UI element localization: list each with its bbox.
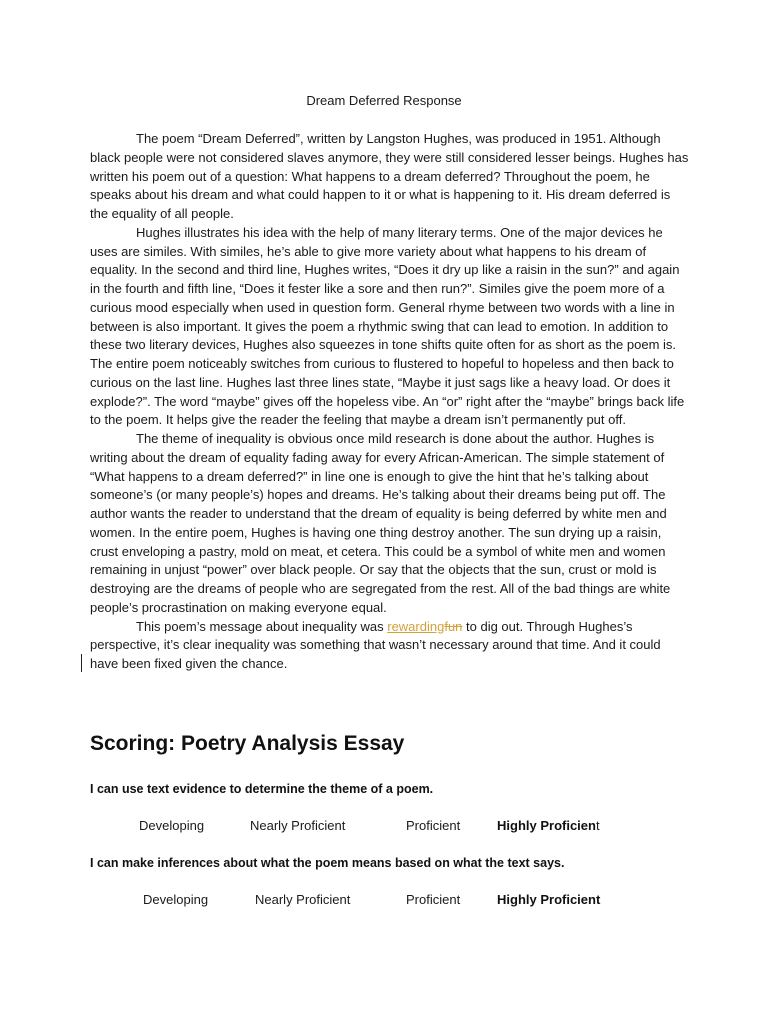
selected-level-bold: Highly Proficien [497, 818, 596, 833]
essay-paragraph: The poem “Dream Deferred”, written by Langston Hughes, was produced in 1951. Although black people were not considered slaves anymore, they were still considered lesser beings. Hughes has written his poem out of a question: What happens to a dream deferred? Throughout the poem, he speaks about his dream and what could happen to it or what is happening to it. His dream deferred is the equality of all people. [90, 131, 689, 221]
level-developing: Developing [139, 818, 205, 833]
essay-paragraph: Hughes illustrates his idea with the help of many literary terms. One of the major devices he uses are similes. With similes, he’s able to give more variety about what happens to his dream of equality. In the second and third line, Hughes writes, “Does it dry up like a raisin in the sun?” and again in the fourth and fifth line, “Does it fester like a sore and then run?”. Similes give the poem more of a curious mood especially when used in question form. General rhyme between two words with a line in between is also important. It gives the poem a rhythmic swing that can lead to emotion. In addition to these two literary devices, Hughes also squeezes in tone shifts quite often for as short as the poem is. The entire poem noticeably switches from curious to flustered to hopeful to hopeless and then back to curious on the last line. Hughes last three lines state, “Maybe it just sags like a heavy load. Or does it explode?”. The word “maybe” gives off the hopeless vibe. An “or” right after the “maybe” brings back life to the poem. It helps give the reader the feeling that maybe a dream isn’t permanently put off. [90, 224, 685, 428]
final-text-after: to dig out. Through Hughes’s perspective, it’s clear inequality was something that wasn’t necessary around that time. And it could have been fixed given the chance. [90, 618, 661, 671]
selected-level-bold: Highly Proficient [497, 892, 601, 907]
criterion-theme: I can use text evidence to determine the theme of a poem. [90, 782, 434, 796]
level-proficient: Proficient [406, 892, 461, 907]
scoring-heading: Scoring: Poetry Analysis Essay [90, 732, 405, 755]
selected-level-rest: t [595, 818, 600, 833]
final-text-before: This poem’s message about inequality was [136, 618, 388, 634]
level-nearly-proficient: Nearly Proficient [250, 818, 346, 833]
essay-paragraph: The theme of inequality is obvious once mild research is done about the author. Hughes is writing about the dream of equality fading away for every African-American. The simple statement of “What happens to a dream deferred?” in line one is enough to give the hint that he’s talking about someone’s (or many people’s) hopes and dreams. He’s talking about their dreams being put off. The author wants the reader to understand that the dream of equality is being deferred by white men and women. In the entire poem, Hughes is having one thing destroy another. The sun drying up a raisin, crust enveloping a pastry, mold on meat, et cetera. This could be a symbol of white men and women remaining in unjust “power” over black people. Or say that the objects that the sun, crust or mold is destroying are the dreams of people who are segregated from the rest. All of the bad things are white people’s procrastination on making everyone equal. [90, 431, 671, 615]
suggested-insertion[interactable]: rewarding [387, 618, 445, 634]
suggested-deletion[interactable]: fun [444, 618, 463, 634]
document-title: Dream Deferred Response [306, 93, 462, 108]
level-highly-proficient-selected [497, 817, 600, 835]
level-developing: Developing [143, 892, 209, 907]
essay-body[interactable] [90, 130, 690, 674]
level-nearly-proficient: Nearly Proficient [255, 892, 351, 907]
essay-paragraph-final [90, 618, 690, 674]
text-cursor [81, 654, 82, 672]
criterion-inferences: I can make inferences about what the poem means based on what the text says. [90, 856, 565, 870]
level-proficient: Proficient [406, 818, 461, 833]
level-highly-proficient-selected [497, 891, 600, 909]
